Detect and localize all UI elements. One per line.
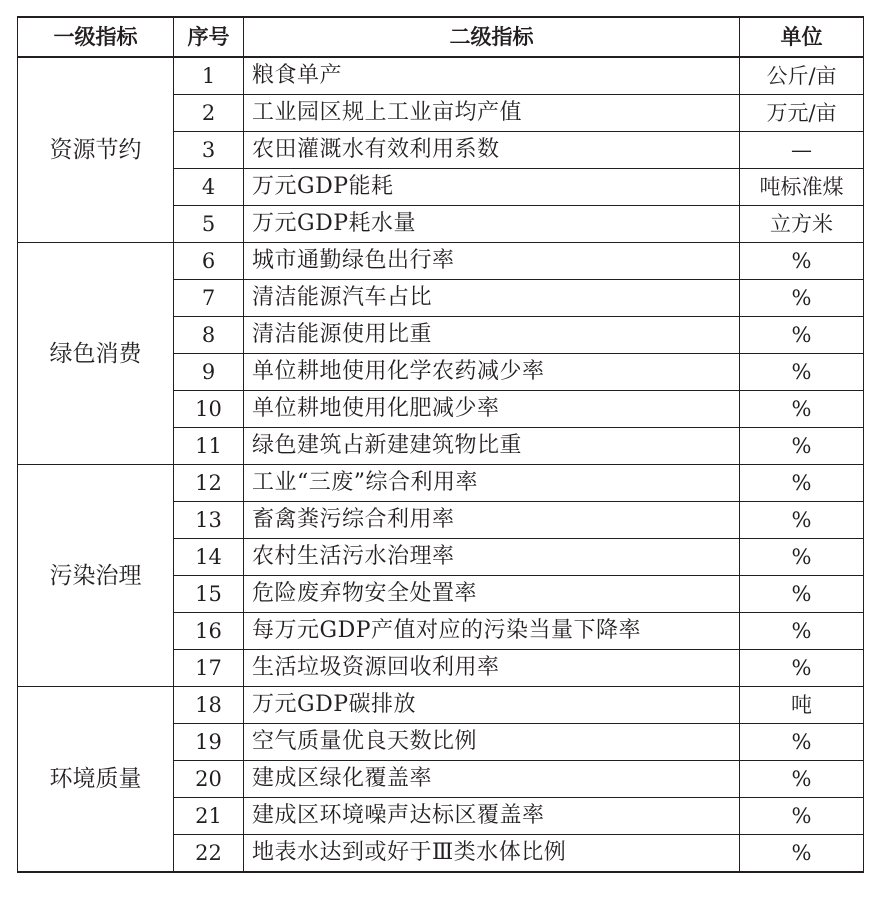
header-unit: 单位 <box>740 17 864 57</box>
row-number-cell: 15 <box>174 576 244 613</box>
row-number-cell: 4 <box>174 169 244 206</box>
indicator-name-cell: 万元GDP耗水量 <box>244 206 740 243</box>
unit-cell: 立方米 <box>740 206 864 243</box>
header-number: 序号 <box>174 17 244 57</box>
row-number-cell: 10 <box>174 391 244 428</box>
indicator-name-cell: 生活垃圾资源回收利用率 <box>244 650 740 687</box>
category-cell: 环境质量 <box>18 687 174 873</box>
unit-cell: % <box>740 724 864 761</box>
unit-cell: % <box>740 280 864 317</box>
indicator-name-cell: 每万元GDP产值对应的污染当量下降率 <box>244 613 740 650</box>
unit-cell: % <box>740 613 864 650</box>
row-number-cell: 6 <box>174 243 244 280</box>
row-number-cell: 18 <box>174 687 244 724</box>
unit-cell: % <box>740 502 864 539</box>
unit-cell: % <box>740 539 864 576</box>
row-number-cell: 19 <box>174 724 244 761</box>
row-number-cell: 17 <box>174 650 244 687</box>
indicator-name-cell: 建成区绿化覆盖率 <box>244 761 740 798</box>
header-indicator: 二级指标 <box>244 17 740 57</box>
indicator-name-cell: 工业园区规上工业亩均产值 <box>244 95 740 132</box>
unit-cell: % <box>740 317 864 354</box>
indicator-name-cell: 危险废弃物安全处置率 <box>244 576 740 613</box>
row-number-cell: 21 <box>174 798 244 835</box>
indicator-name-cell: 万元GDP能耗 <box>244 169 740 206</box>
table-row <box>18 243 864 280</box>
indicator-name-cell: 农村生活污水治理率 <box>244 539 740 576</box>
row-number-cell: 11 <box>174 428 244 465</box>
row-number-cell: 13 <box>174 502 244 539</box>
unit-cell: % <box>740 576 864 613</box>
unit-cell: % <box>740 354 864 391</box>
header-category: 一级指标 <box>18 17 174 57</box>
row-number-cell: 20 <box>174 761 244 798</box>
indicator-name-cell: 工业“三废”综合利用率 <box>244 465 740 502</box>
indicator-name-cell: 清洁能源使用比重 <box>244 317 740 354</box>
table-row <box>18 687 864 724</box>
indicator-name-cell: 空气质量优良天数比例 <box>244 724 740 761</box>
indicator-table <box>17 16 864 873</box>
unit-cell: 吨 <box>740 687 864 724</box>
unit-cell: % <box>740 243 864 280</box>
unit-cell: % <box>740 465 864 502</box>
indicator-name-cell: 城市通勤绿色出行率 <box>244 243 740 280</box>
table-body <box>18 57 864 872</box>
row-number-cell: 1 <box>174 57 244 95</box>
indicator-name-cell: 万元GDP碳排放 <box>244 687 740 724</box>
table-row <box>18 465 864 502</box>
header-row <box>18 17 864 57</box>
row-number-cell: 12 <box>174 465 244 502</box>
indicator-name-cell: 清洁能源汽车占比 <box>244 280 740 317</box>
unit-cell: % <box>740 428 864 465</box>
indicator-name-cell: 畜禽粪污综合利用率 <box>244 502 740 539</box>
row-number-cell: 7 <box>174 280 244 317</box>
indicator-name-cell: 绿色建筑占新建建筑物比重 <box>244 428 740 465</box>
row-number-cell: 5 <box>174 206 244 243</box>
unit-cell: % <box>740 391 864 428</box>
unit-cell: % <box>740 650 864 687</box>
category-cell: 资源节约 <box>18 57 174 243</box>
indicator-name-cell: 建成区环境噪声达标区覆盖率 <box>244 798 740 835</box>
category-cell: 绿色消费 <box>18 243 174 465</box>
unit-cell: 万元/亩 <box>740 95 864 132</box>
unit-cell: % <box>740 761 864 798</box>
indicator-name-cell: 农田灌溉水有效利用系数 <box>244 132 740 169</box>
indicator-name-cell: 单位耕地使用化学农药减少率 <box>244 354 740 391</box>
unit-cell: 吨标准煤 <box>740 169 864 206</box>
unit-cell: 公斤/亩 <box>740 57 864 95</box>
row-number-cell: 9 <box>174 354 244 391</box>
table-row <box>18 57 864 95</box>
indicator-name-cell: 粮食单产 <box>244 57 740 95</box>
row-number-cell: 8 <box>174 317 244 354</box>
category-cell: 污染治理 <box>18 465 174 687</box>
row-number-cell: 2 <box>174 95 244 132</box>
indicator-name-cell: 地表水达到或好于Ⅲ类水体比例 <box>244 835 740 873</box>
unit-cell: — <box>740 132 864 169</box>
row-number-cell: 14 <box>174 539 244 576</box>
row-number-cell: 3 <box>174 132 244 169</box>
unit-cell: % <box>740 798 864 835</box>
unit-cell: % <box>740 835 864 873</box>
row-number-cell: 22 <box>174 835 244 873</box>
row-number-cell: 16 <box>174 613 244 650</box>
indicator-name-cell: 单位耕地使用化肥减少率 <box>244 391 740 428</box>
